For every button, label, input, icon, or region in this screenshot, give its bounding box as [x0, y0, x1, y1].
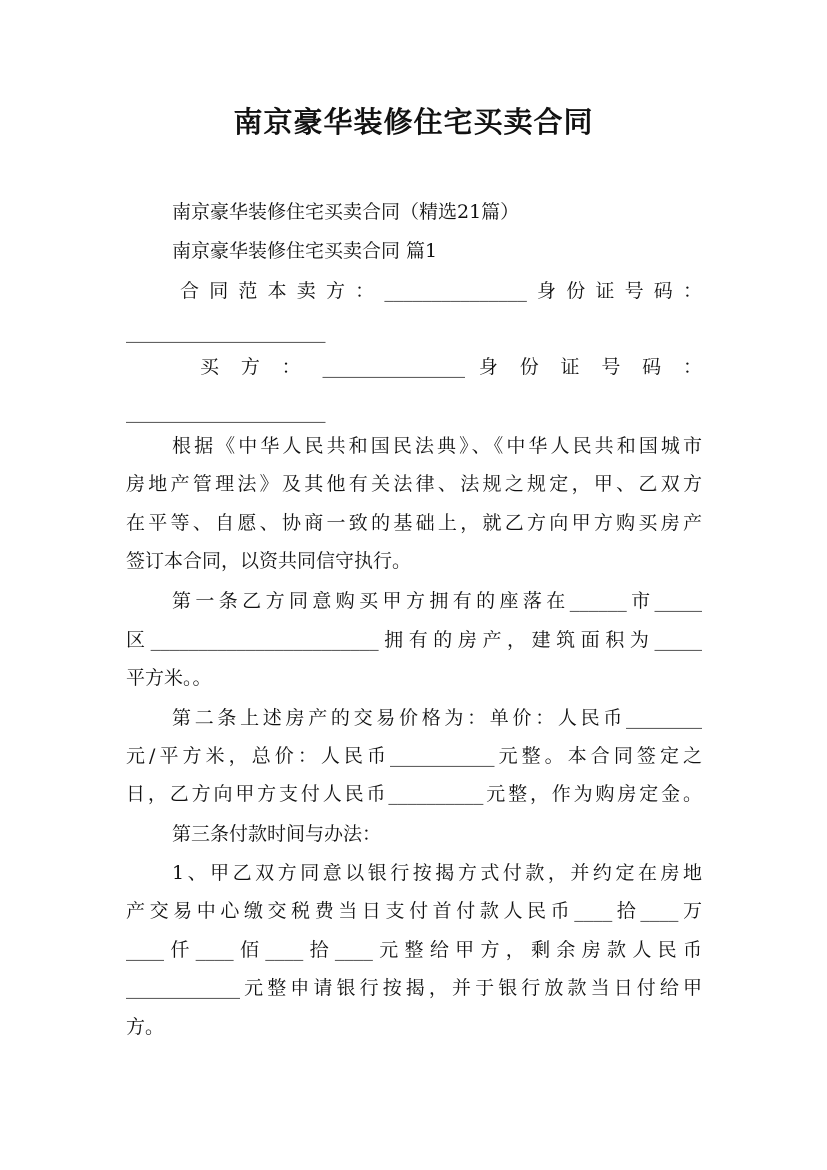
article2-line: 元/平方米，总价：人民币___________元整。本合同签定之	[126, 745, 702, 767]
intro-line: 在平等、自愿、协商一致的基础上，就乙方向甲方购买房产	[126, 512, 702, 534]
intro-line: 房地产管理法》及其他有关法律、法规之规定，甲、乙双方	[126, 473, 702, 495]
intro-line: 根据《中华人民共和国民法典》、《中华人民共和国城市	[172, 435, 702, 457]
article3-line: 产交易中心缴交税费当日支付首付款人民币____拾____万	[126, 900, 702, 922]
article3-line: ____________元整申请银行按揭，并于银行放款当日付给甲	[126, 977, 702, 999]
seller-line: 合同范本卖方：_______________身份证号码：	[180, 280, 702, 302]
article2-line: 日，乙方向甲方支付人民币__________元整，作为购房定金。	[126, 783, 702, 805]
article3-line: 1、甲乙双方同意以银行按揭方式付款，并约定在房地	[172, 862, 702, 884]
article3-line: ____仟____佰____拾____元整给甲方，剩余房款人民币	[126, 939, 702, 961]
article1-line: 第一条乙方同意购买甲方拥有的座落在______市_____	[172, 590, 702, 612]
article2-line: 第二条上述房产的交易价格为：单价：人民币________	[172, 707, 702, 729]
seller-id-blank: _____________________	[126, 321, 326, 343]
document-subtitle: 南京豪华装修住宅买卖合同（精选21篇）	[172, 201, 520, 223]
buyer-id-blank: _____________________	[126, 401, 326, 423]
section-heading: 南京豪华装修住宅买卖合同 篇1	[172, 240, 438, 262]
article3-heading: 第三条付款时间与办法：	[172, 823, 382, 845]
article1-line: 平方米。。	[126, 667, 212, 689]
article1-line: 区________________________拥有的房产，建筑面积为_____	[126, 629, 702, 651]
intro-line: 签订本合同，以资共同信守执行。	[126, 550, 412, 572]
buyer-line: 买 方 ： _______________ 身 份 证 号 码 ：	[200, 356, 702, 378]
document-title: 南京豪华装修住宅买卖合同	[233, 105, 594, 139]
article3-line: 方。	[126, 1016, 165, 1038]
